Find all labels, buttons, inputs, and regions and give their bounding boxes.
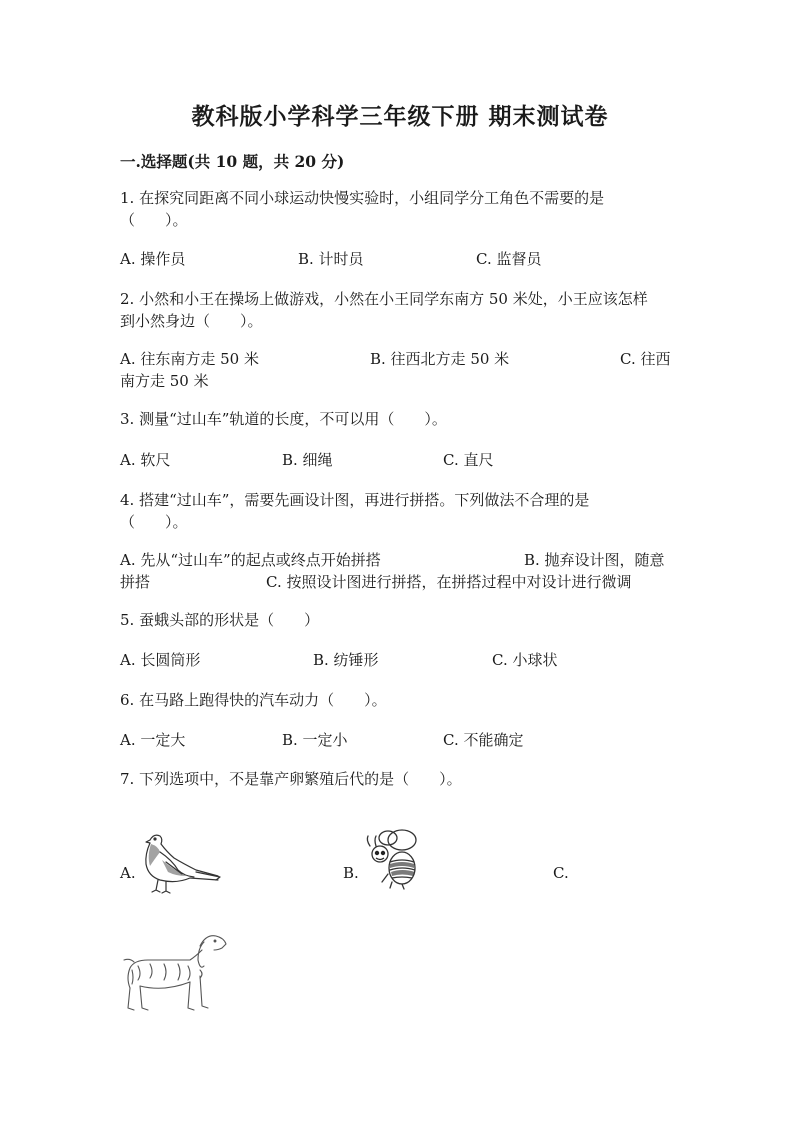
question-4-option-c: C. 按照设计图进行拼搭，在拼搭过程中对设计进行微调 bbox=[266, 573, 632, 591]
question-7-option-a: A. bbox=[120, 864, 136, 882]
page-title: 教科版小学科学三年级下册 期末测试卷 bbox=[191, 103, 609, 130]
question-4-text: 4. 搭建“过山车”，需要先画设计图，再进行拼搭。下列做法不合理的是 bbox=[120, 491, 590, 509]
question-2-option-c: C. 往西 bbox=[620, 350, 671, 368]
bee-drawing bbox=[362, 826, 426, 890]
section-heading: 一.选择题(共 10 题，共 20 分) bbox=[120, 152, 345, 171]
question-3-option-b: B. 细绳 bbox=[282, 451, 333, 469]
question-2-text: 2. 小然和小王在操场上做游戏，小然在小王同学东南方 50 米处，小王应该怎样 bbox=[120, 290, 648, 308]
question-2-text-cont: 到小然身边（ ）。 bbox=[120, 312, 263, 330]
question-5-option-b: B. 纺锤形 bbox=[313, 651, 379, 669]
question-6-option-b: B. 一定小 bbox=[282, 731, 348, 749]
question-4-option-a: A. 先从“过山车”的起点或终点开始拼搭 bbox=[120, 551, 381, 569]
question-4-option-b: B. 抛弃设计图，随意 bbox=[524, 551, 665, 569]
question-3-text: 3. 测量“过山车”轨道的长度，不可以用（ ）。 bbox=[120, 410, 447, 428]
question-7-option-c: C. bbox=[553, 864, 569, 882]
question-1-option-b: B. 计时员 bbox=[298, 250, 364, 268]
question-6-text: 6. 在马路上跑得快的汽车动力（ ）。 bbox=[120, 691, 387, 709]
question-5-option-c: C. 小球状 bbox=[492, 651, 558, 669]
question-3-option-c: C. 直尺 bbox=[443, 451, 494, 469]
question-1-option-c: C. 监督员 bbox=[476, 250, 542, 268]
question-7-text: 7. 下列选项中，不是靠产卵繁殖后代的是（ ）。 bbox=[120, 770, 462, 788]
question-1-text-cont: （ ）。 bbox=[120, 211, 188, 229]
question-6-option-c: C. 不能确定 bbox=[443, 731, 524, 749]
dog-drawing bbox=[118, 930, 230, 1016]
question-3-option-a: A. 软尺 bbox=[120, 451, 171, 469]
question-2-option-a: A. 往东南方走 50 米 bbox=[120, 350, 259, 368]
question-1-text: 1. 在探究同距离不同小球运动快慢实验时，小组同学分工角色不需要的是 bbox=[120, 189, 605, 207]
question-5-option-a: A. 长圆筒形 bbox=[120, 651, 201, 669]
question-4-text-cont: （ ）。 bbox=[120, 513, 188, 531]
question-2-option-c-wrap: 南方走 50 米 bbox=[120, 372, 209, 390]
pigeon-drawing bbox=[136, 830, 226, 900]
question-4-option-b-wrap: 拼搭 bbox=[120, 573, 151, 591]
question-5-text: 5. 蚕蛾头部的形状是（ ） bbox=[120, 611, 320, 629]
question-1-option-a: A. 操作员 bbox=[120, 250, 186, 268]
question-2-option-b: B. 往西北方走 50 米 bbox=[370, 350, 510, 368]
question-6-option-a: A. 一定大 bbox=[120, 731, 186, 749]
question-7-option-b: B. bbox=[343, 864, 359, 882]
